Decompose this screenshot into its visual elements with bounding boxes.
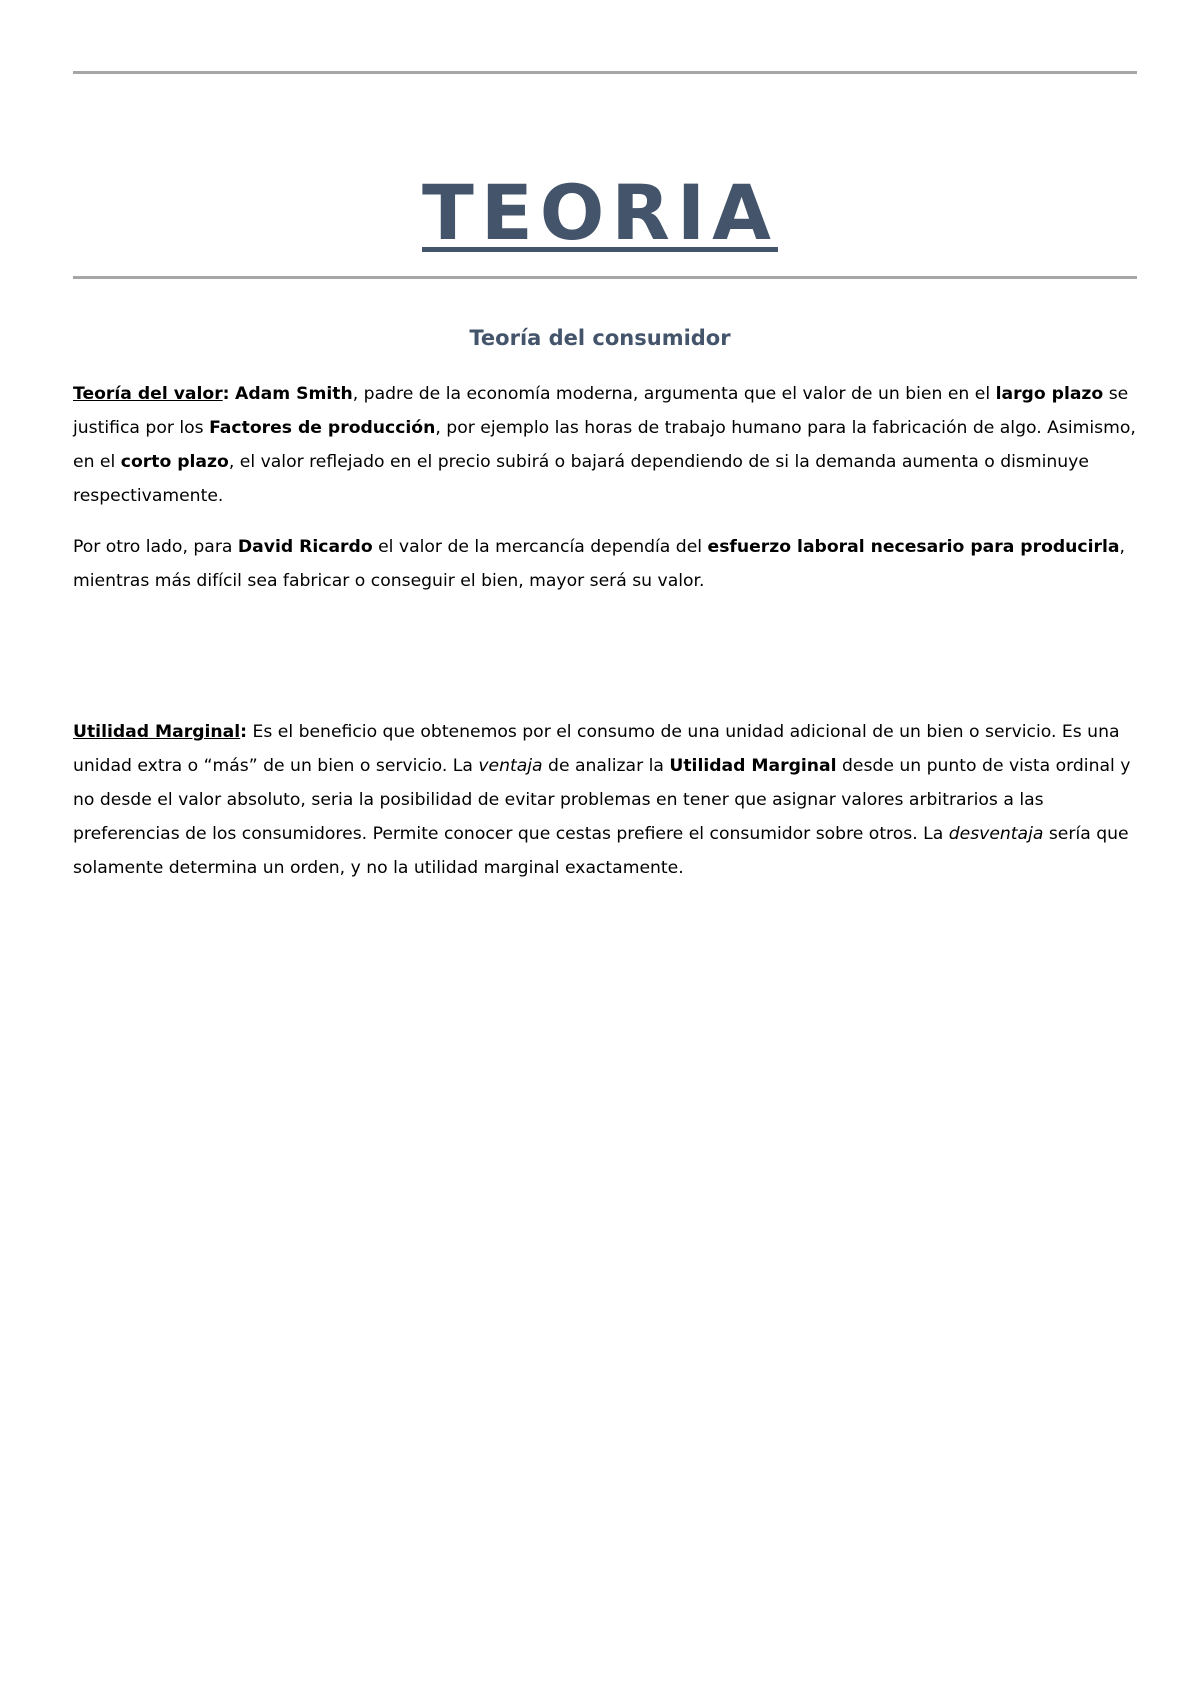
bold-esfuerzo-laboral: esfuerzo laboral necesario para producirla [707,537,1120,557]
paragraph-david-ricardo: Por otro lado, para David Ricardo el valor de la mercancía dependía del esfuerzo laboral necesario para producirla, mientras más difícil sea fabricar o conseguir el bien, mayor será su valor. [73,537,1125,591]
bold-utilidad-marginal: Utilidad Marginal [669,756,837,776]
bold-adam-smith: Adam Smith [235,384,353,404]
bold-factores-de-produccion: Factores de producción [209,418,436,438]
bold-largo-plazo: largo plazo [995,384,1104,404]
paragraph-utilidad-marginal: Utilidad Marginal: Es el beneficio que obtenemos por el consumo de una unidad adicional de un bien o servicio. Es una unidad extra o “más” de un bien o servicio. La ventaja de analizar la Utilidad Marginal desde un punto de vista ordinal y no desde el valor absoluto, seria la posibilidad de evitar problemas en tener que asignar valores arbitrarios a las preferencias de los consumidores. Permite conocer que cestas prefiere el consumidor sobre otros. La desventaja sería que solamente determina un orden, y no la utilidad marginal exactamente. [73,722,1131,878]
term-teoria-del-valor: Teoría del valor [73,384,223,404]
title-divider [73,276,1137,279]
top-divider [73,71,1137,74]
document-title: TEORIA [422,168,778,257]
section-heading: Teoría del consumidor [469,326,731,350]
paragraph-teoria-del-valor: Teoría del valor: Adam Smith, padre de la economía moderna, argumenta que el valor de un bien en el largo plazo se justifica por los Factores de producción, por ejemplo las horas de trabajo humano para la fabricación de algo. Asimismo, en el corto plazo, el valor reflejado en el precio subirá o bajará dependiendo de si la demanda aumenta o disminuye respectivamente. [73,384,1136,506]
term-utilidad-marginal: Utilidad Marginal [73,722,241,742]
italic-ventaja: ventaja [478,756,543,776]
italic-desventaja: desventaja [948,824,1044,844]
bold-corto-plazo: corto plazo [120,452,229,472]
bold-david-ricardo: David Ricardo [237,537,373,557]
